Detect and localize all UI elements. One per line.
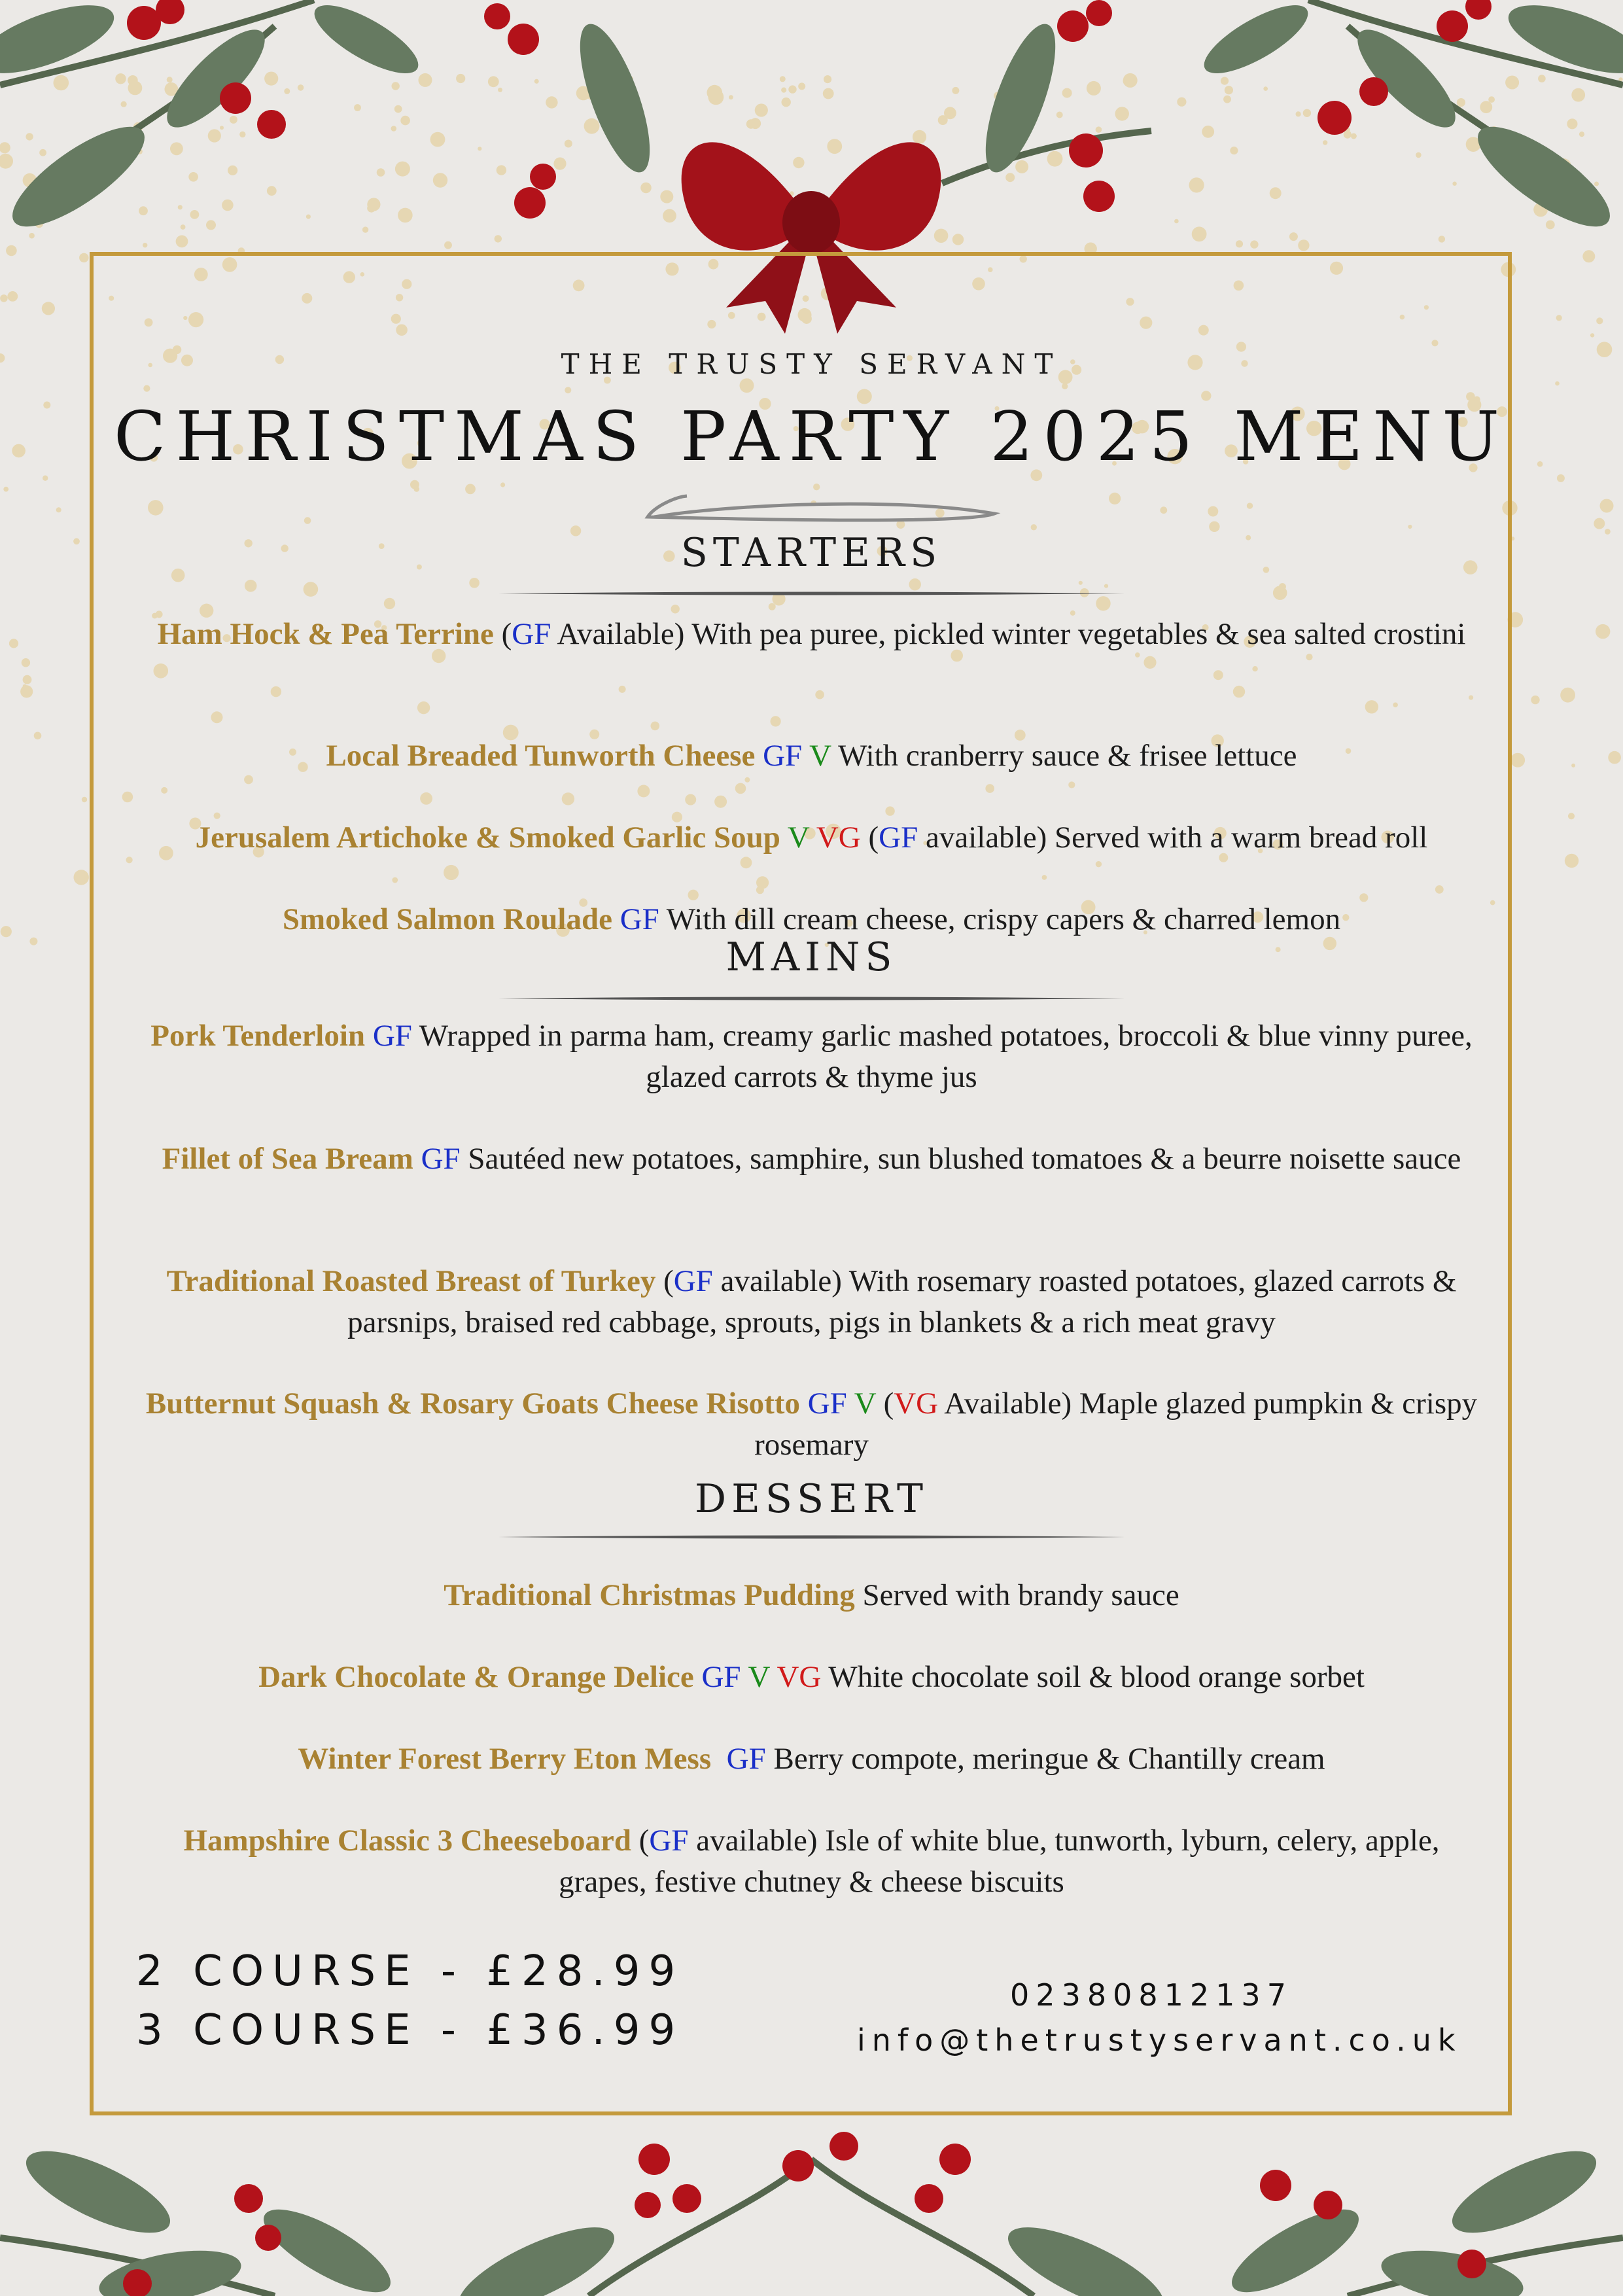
gold-dot: [913, 130, 926, 144]
item-text: (: [655, 1264, 674, 1298]
gold-dot: [181, 224, 186, 230]
gold-dot: [798, 82, 805, 90]
gold-dot: [1015, 160, 1028, 173]
gold-dot: [1189, 177, 1204, 192]
gold-dot: [56, 507, 61, 512]
gold-dot: [750, 118, 761, 129]
dish-name: Ham Hock & Pea Terrine: [157, 617, 494, 651]
gold-dot: [1230, 147, 1238, 154]
item-text: [365, 1019, 373, 1053]
gold-dot: [6, 245, 17, 256]
vg-tag: VG: [894, 1386, 939, 1421]
gold-dot: [478, 147, 481, 150]
gold-dot: [1579, 132, 1584, 137]
gold-dot: [1590, 333, 1594, 337]
gold-dot: [188, 172, 198, 182]
gold-dot: [1505, 76, 1519, 90]
gold-dot: [1298, 239, 1309, 251]
gf-tag: GF: [879, 821, 918, 855]
item-text: [612, 902, 620, 936]
gold-dot: [1600, 499, 1614, 513]
gold-dot: [1594, 182, 1599, 186]
gold-dot: [497, 165, 506, 175]
gold-dot: [729, 95, 733, 99]
gold-dot: [755, 103, 768, 116]
gf-tag: GF: [421, 1142, 461, 1176]
starter-item: [137, 735, 1486, 777]
dish-name: Dark Chocolate & Orange Delice: [258, 1660, 694, 1694]
gold-dot: [707, 85, 723, 101]
starter-item: [137, 817, 1486, 858]
phone-number[interactable]: 02380812137: [1010, 1977, 1293, 2013]
item-description: With dill cream cheese, crispy capers & charred lemon: [659, 902, 1341, 936]
gold-dot: [1115, 107, 1129, 120]
gold-dot: [419, 73, 432, 87]
gold-dot: [74, 870, 89, 885]
gold-dot: [0, 294, 8, 302]
gold-dot: [938, 115, 948, 125]
v-tag: V: [854, 1386, 876, 1421]
gold-dot: [170, 142, 183, 155]
gold-dot: [39, 149, 46, 156]
gold-dot: [228, 166, 237, 175]
gold-dot: [1062, 88, 1072, 98]
gold-dot: [239, 132, 245, 137]
gold-dot: [1582, 250, 1595, 262]
leaves-top-left-icon: [0, 0, 664, 243]
starters-divider: [497, 590, 1125, 597]
gold-dot: [1608, 751, 1621, 764]
item-text: (: [875, 1386, 894, 1421]
three-course-price: 3 COURSE - £36.99: [136, 2006, 684, 2055]
gold-dot: [1560, 688, 1575, 703]
gold-dot: [143, 243, 147, 247]
gold-dot: [1568, 813, 1575, 819]
gold-dot: [354, 104, 361, 111]
main-item: [137, 1016, 1486, 1098]
gold-dot: [377, 168, 385, 177]
gold-dot: [1225, 86, 1233, 94]
gf-tag: GF: [807, 1386, 847, 1421]
gold-dot: [362, 226, 368, 232]
gold-dot: [167, 77, 173, 82]
gold-dot: [663, 209, 676, 222]
gold-dot: [367, 204, 375, 213]
gold-dot: [1123, 77, 1133, 86]
item-description: Available) With pea puree, pickled winter vegetables & sea salted crostini: [551, 617, 1466, 651]
dessert-item: [137, 1657, 1486, 1698]
gold-dot: [1556, 315, 1562, 321]
item-description: White chocolate soil & blood orange sorbet: [821, 1660, 1365, 1694]
gold-dot: [1296, 111, 1301, 116]
gold-dot: [394, 105, 402, 113]
dish-name: Smoked Salmon Roulade: [282, 902, 612, 936]
gold-dot: [488, 76, 499, 87]
gold-dot: [26, 133, 33, 140]
gold-dot: [498, 88, 502, 92]
menu-title: CHRISTMAS PARTY 2025 MENU: [113, 397, 1510, 476]
gold-dot: [1416, 152, 1422, 158]
vg-tag: VG: [816, 821, 861, 855]
gold-dot: [190, 210, 200, 219]
gold-dot: [222, 200, 234, 211]
item-text: [413, 1142, 421, 1176]
dish-name: Butternut Squash & Rosary Goats Cheese Risotto: [145, 1386, 800, 1421]
gold-dot: [115, 73, 126, 84]
gold-dot: [392, 82, 400, 90]
dish-name: Hampshire Classic 3 Cheeseboard: [183, 1824, 631, 1858]
gold-dot: [793, 157, 804, 168]
gold-dot: [1596, 317, 1603, 324]
gold-dot: [934, 229, 949, 243]
item-text: [847, 1386, 854, 1421]
item-description: Sautéed new potatoes, samphire, sun blushed tomatoes & a beurre noisette sauce: [460, 1142, 1461, 1176]
gold-dot: [1096, 126, 1102, 133]
item-text: [809, 821, 816, 855]
gf-tag: GF: [372, 1019, 412, 1053]
item-description: available) With rosemary roasted potatoes, glazed carrots & parsnips, braised red cabbage, sprouts, pigs in blankets & a rich meat gravy: [347, 1264, 1457, 1339]
v-tag: V: [748, 1660, 770, 1694]
gold-dot: [952, 87, 959, 94]
gf-tag: GF: [763, 739, 803, 773]
gold-dot: [780, 76, 786, 82]
main-item: [137, 1383, 1486, 1466]
item-description: Served with brandy sauce: [854, 1578, 1179, 1612]
gold-dot: [176, 236, 188, 248]
gold-dot: [82, 797, 87, 802]
item-description: Berry compote, meringue & Chantilly cream: [765, 1742, 1325, 1776]
gold-dot: [660, 190, 673, 203]
item-text: [780, 821, 788, 855]
item-text: [802, 739, 809, 773]
gold-dot: [9, 639, 18, 648]
gold-dot: [1263, 86, 1268, 91]
gold-dot: [1488, 96, 1495, 103]
gold-dot: [1174, 219, 1179, 224]
gold-dot: [1323, 140, 1327, 145]
gold-dot: [1565, 854, 1579, 868]
gold-dot: [1344, 131, 1352, 139]
gf-tag: GF: [512, 617, 551, 651]
item-text: (: [631, 1824, 650, 1858]
v-tag: V: [787, 821, 809, 855]
item-text: (: [860, 821, 879, 855]
gold-dot: [1510, 753, 1525, 768]
starter-item: [137, 614, 1486, 655]
item-text: [741, 1660, 748, 1694]
gold-dot: [208, 129, 221, 142]
gold-dot: [220, 126, 224, 130]
gold-dot: [1303, 109, 1311, 117]
item-text: [755, 739, 763, 773]
gold-dot: [584, 118, 600, 134]
gold-dot: [1555, 381, 1560, 386]
gold-dot: [267, 186, 277, 196]
gf-tag: GF: [701, 1660, 741, 1694]
mains-divider: [497, 995, 1125, 1002]
gold-dot: [824, 75, 831, 83]
email-address[interactable]: info@thetrustyservant.co.uk: [857, 2022, 1462, 2058]
vg-tag: VG: [777, 1660, 822, 1694]
dessert-divider: [497, 1534, 1125, 1540]
dish-name: Winter Forest Berry Eton Mess: [298, 1742, 712, 1776]
two-course-price: 2 COURSE - £28.99: [136, 1947, 684, 1996]
starters-heading: STARTERS: [680, 530, 943, 576]
item-text: [770, 1660, 777, 1694]
dish-name: Jerusalem Artichoke & Smoked Garlic Soup: [195, 821, 780, 855]
gold-dot: [534, 79, 539, 84]
holly-branch-bottom-icon: [0, 2159, 1623, 2296]
item-description: available) Isle of white blue, tunworth, lyburn, celery, apple, grapes, festive chutney & cheese biscuits: [559, 1824, 1440, 1899]
gold-dot: [1289, 232, 1298, 241]
item-description: With cranberry sauce & frisee lettuce: [831, 739, 1297, 773]
gold-dot: [1571, 764, 1575, 768]
gold-dot: [54, 75, 69, 91]
gold-dot: [1005, 173, 1015, 182]
gold-dot: [1087, 81, 1101, 96]
dish-name: Traditional Roasted Breast of Turkey: [166, 1264, 656, 1298]
gold-dot: [1351, 133, 1357, 139]
main-item: [137, 1139, 1486, 1180]
gold-dot: [1223, 96, 1231, 103]
gold-dot: [306, 215, 311, 219]
gold-dot: [79, 253, 88, 262]
gold-dot: [444, 241, 452, 249]
gold-dot: [1567, 118, 1577, 129]
gold-dot: [781, 88, 786, 93]
gold-dot: [827, 139, 842, 154]
gold-dot: [1594, 518, 1605, 529]
dessert-item: [137, 1739, 1486, 1780]
gold-dot: [1457, 98, 1465, 107]
gold-dot: [1596, 624, 1610, 639]
gf-tag: GF: [620, 902, 659, 936]
dessert-item: [137, 1820, 1486, 1903]
gold-dot: [400, 116, 410, 126]
gold-dot: [284, 88, 290, 94]
item-text: (: [493, 617, 512, 651]
gold-dot: [433, 173, 447, 187]
gold-dot: [546, 96, 557, 108]
gold-dot: [565, 140, 572, 148]
dish-name: Traditional Christmas Pudding: [444, 1578, 855, 1612]
gold-dot: [1546, 221, 1555, 230]
gold-dot: [128, 80, 143, 95]
gold-dot: [206, 220, 216, 230]
item-text: [711, 1742, 727, 1776]
dish-name: Fillet of Sea Bream: [162, 1142, 413, 1176]
item-text: [800, 1386, 808, 1421]
gold-dot: [640, 183, 652, 194]
gold-dot: [121, 101, 127, 107]
item-description: available) Served with a warm bread roll: [918, 821, 1428, 855]
gold-dot: [1538, 75, 1546, 82]
gold-dot: [178, 205, 183, 209]
gold-dot: [1177, 97, 1186, 107]
gold-dot: [1439, 236, 1445, 242]
gold-dot: [139, 206, 148, 215]
gold-dot: [495, 235, 502, 242]
dish-name: Local Breaded Tunworth Cheese: [326, 739, 756, 773]
gold-dot: [0, 154, 13, 169]
gold-dot: [1236, 240, 1243, 247]
item-text: [694, 1660, 702, 1694]
gold-dot: [1202, 126, 1214, 138]
gold-dot: [34, 732, 42, 740]
item-description: Wrapped in parma ham, creamy garlic mashed potatoes, broccoli & blue vinny puree, glazed carrots & thyme jus: [411, 1019, 1473, 1094]
gold-dot: [264, 72, 278, 86]
gold-dot: [456, 74, 465, 83]
v-tag: V: [809, 739, 831, 773]
gold-dot: [1192, 226, 1207, 241]
gold-dot: [1480, 101, 1492, 113]
mains-heading: MAINS: [725, 934, 898, 980]
main-item: [137, 1261, 1486, 1343]
gold-dot: [42, 302, 55, 315]
gold-dot: [1571, 88, 1585, 102]
gold-dot: [3, 487, 9, 492]
dessert-item: [137, 1575, 1486, 1616]
gold-dot: [1270, 187, 1282, 199]
gold-dot: [7, 291, 18, 302]
dish-name: Pork Tenderloin: [150, 1019, 366, 1053]
gf-tag: GF: [726, 1742, 766, 1776]
gold-dot: [298, 84, 304, 91]
gold-dot: [782, 97, 791, 107]
gold-dot: [230, 116, 237, 124]
gold-dot: [1221, 77, 1229, 85]
gold-dot: [20, 685, 33, 698]
gold-dot: [22, 658, 30, 667]
gold-dot: [823, 88, 834, 99]
gold-dot: [29, 233, 35, 239]
gold-dot: [1056, 112, 1063, 118]
item-description: Available) Maple glazed pumpkin & crispy rosemary: [754, 1386, 1478, 1462]
dessert-heading: DESSERT: [695, 1476, 928, 1522]
gold-dot: [395, 162, 410, 177]
gold-dot: [1531, 696, 1539, 704]
gold-dot: [1047, 151, 1063, 167]
gold-dot: [553, 158, 566, 170]
gold-dot: [430, 132, 445, 147]
gold-dot: [788, 85, 796, 93]
venue-name: THE TRUSTY SERVANT: [561, 348, 1062, 380]
gold-dot: [23, 675, 32, 684]
gold-dot: [398, 208, 413, 223]
gf-tag: GF: [673, 1264, 713, 1298]
gold-dot: [391, 126, 397, 132]
gold-dot: [0, 142, 10, 153]
gf-tag: GF: [649, 1824, 689, 1858]
gold-dot: [952, 234, 964, 245]
gold-dot: [1452, 182, 1456, 186]
gold-dot: [1250, 240, 1258, 248]
